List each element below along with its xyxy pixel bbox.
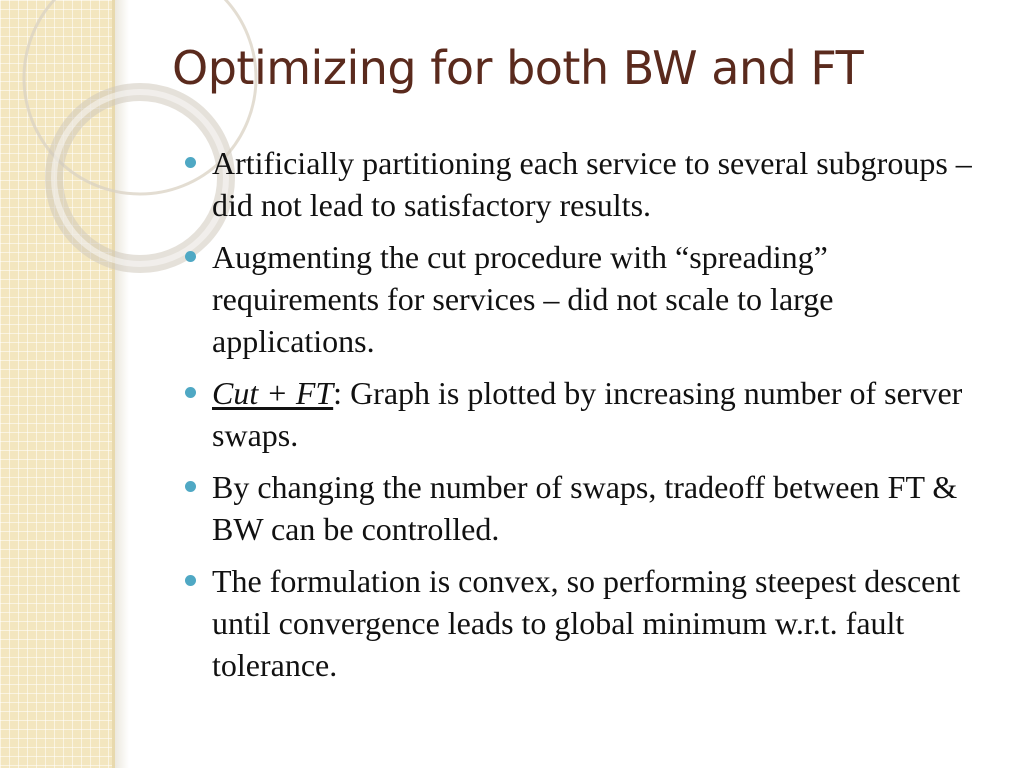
bullet-item xyxy=(182,560,1000,686)
bullet-dot-icon xyxy=(185,157,196,168)
bullet-text: Artificially partitioning each service to several subgroups – did not lead to satisfactory results. xyxy=(212,145,972,223)
slide-title: Optimizing for both BW and FT xyxy=(172,41,864,95)
bullet-text: : Graph is plotted by increasing number of server swaps. xyxy=(212,375,963,453)
bullet-list xyxy=(182,142,1000,696)
bullet-item xyxy=(182,236,1000,362)
bullet-term: Cut + FT xyxy=(212,375,334,411)
bullet-dot-icon xyxy=(185,481,196,492)
bullet-text: By changing the number of swaps, tradeoff between FT & BW can be controlled. xyxy=(212,469,958,547)
bullet-dot-icon xyxy=(185,575,196,586)
bullet-text: Augmenting the cut procedure with “spreading” requirements for services – did not scale to large applications. xyxy=(212,239,834,359)
bullet-item xyxy=(182,372,1000,456)
bullet-dot-icon xyxy=(185,387,196,398)
bullet-item xyxy=(182,466,1000,550)
bullet-dot-icon xyxy=(185,251,196,262)
bullet-item xyxy=(182,142,1000,226)
bullet-text: The formulation is convex, so performing steepest descent until convergence leads to global minimum w.r.t. fault tolerance. xyxy=(212,563,961,683)
